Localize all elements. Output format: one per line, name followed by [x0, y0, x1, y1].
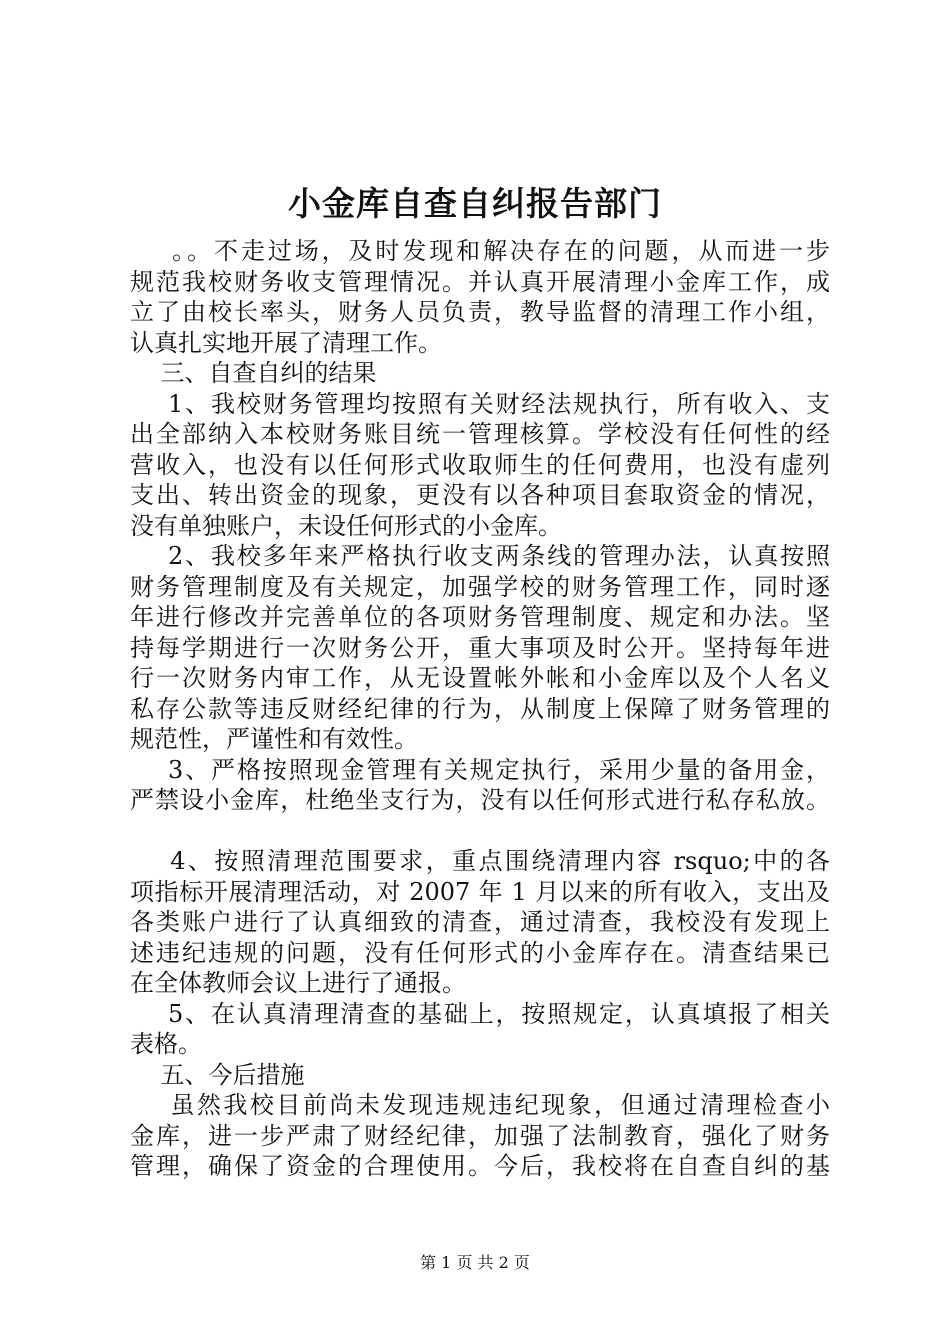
- body-text-line: 5、在认真清理清查的基础上，按照规定，认真填报了相关: [130, 999, 830, 1028]
- body-text-line: 规范性，严谨性和有效性。: [130, 725, 418, 753]
- body-text-line: 营收入，也没有以任何形式收取师生的任何费用，也没有虚列: [130, 450, 830, 479]
- body-text-line: 表格。: [130, 1030, 202, 1058]
- body-text-line: 出全部纳入本校财务账目统一管理核算。学校没有任何性的经: [130, 420, 830, 448]
- document-title: 小金库自查自纠报告部门: [288, 184, 662, 223]
- body-text-line: 各类账户进行了认真细致的清查，通过清查，我校没有发现上: [130, 908, 830, 936]
- body-text-line: 年进行修改并完善单位的各项财务管理制度、规定和办法。坚: [130, 603, 830, 631]
- body-text-line: 五、今后措施: [130, 1060, 305, 1089]
- body-text-line: 。。不走过场，及时发现和解决存在的问题，从而进一步: [130, 237, 830, 265]
- body-text-line: 严禁设小金库，杜绝坐支行为，没有以任何形式进行私存私放。: [130, 786, 830, 814]
- body-text-line: 没有单独账户，未设任何形式的小金库。: [130, 511, 562, 540]
- body-text-line: 项指标开展清理活动，对 2007 年 1 月以来的所有收入，支出及: [130, 877, 830, 906]
- body-text-line: 2、我校多年来严格执行收支两条线的管理办法，认真按照: [130, 542, 830, 570]
- body-text-line: 述违纪违规的问题，没有任何形式的小金库存在。清查结果已: [130, 938, 830, 967]
- body-text-line: 金库，进一步严肃了财经纪律，加强了法制教育，强化了财务: [130, 1121, 830, 1150]
- body-text-line: 认真扎实地开展了清理工作。: [130, 328, 442, 357]
- body-text-line: 4、按照清理范围要求，重点围绕清理内容 rsquo;中的各: [130, 847, 830, 875]
- body-text-line: 立了由校长率头，财务人员负责，教导监督的清理工作小组，: [130, 298, 830, 326]
- body-text-line: 1、我校财务管理均按照有关财经法规执行，所有收入、支: [130, 389, 830, 418]
- body-text-line: 规范我校财务收支管理情况。并认真开展清理小金库工作，成: [130, 267, 830, 296]
- body-text-line: 3、严格按照现金管理有关规定执行，采用少量的备用金，: [130, 755, 830, 784]
- body-text-line: 虽然我校目前尚未发现违规违纪现象，但通过清理检查小: [130, 1091, 830, 1119]
- document-body: [130, 236, 830, 1182]
- body-text-line: 行一次财务内审工作，从无设置帐外帐和小金库以及个人名义: [130, 664, 830, 692]
- body-text-line: 私存公款等违反财经纪律的行为，从制度上保障了财务管理的: [130, 694, 830, 723]
- body-text-line: 管理，确保了资金的合理使用。今后，我校将在自查自纠的基: [130, 1152, 830, 1180]
- page-footer: 第 1 页 共 2 页: [420, 1253, 530, 1272]
- body-text-line: 支出、转出资金的现象，更没有以各种项目套取资金的情况，: [130, 481, 830, 509]
- blank-line: [130, 816, 830, 847]
- body-text-line: 持每学期进行一次财务公开，重大事项及时公开。坚持每年进: [130, 633, 830, 662]
- body-text-line: 财务管理制度及有关规定，加强学校的财务管理工作，同时逐: [130, 572, 830, 601]
- body-text-line: 在全体教师会议上进行了通报。: [130, 969, 466, 997]
- body-text-line: 三、自查自纠的结果: [130, 359, 377, 387]
